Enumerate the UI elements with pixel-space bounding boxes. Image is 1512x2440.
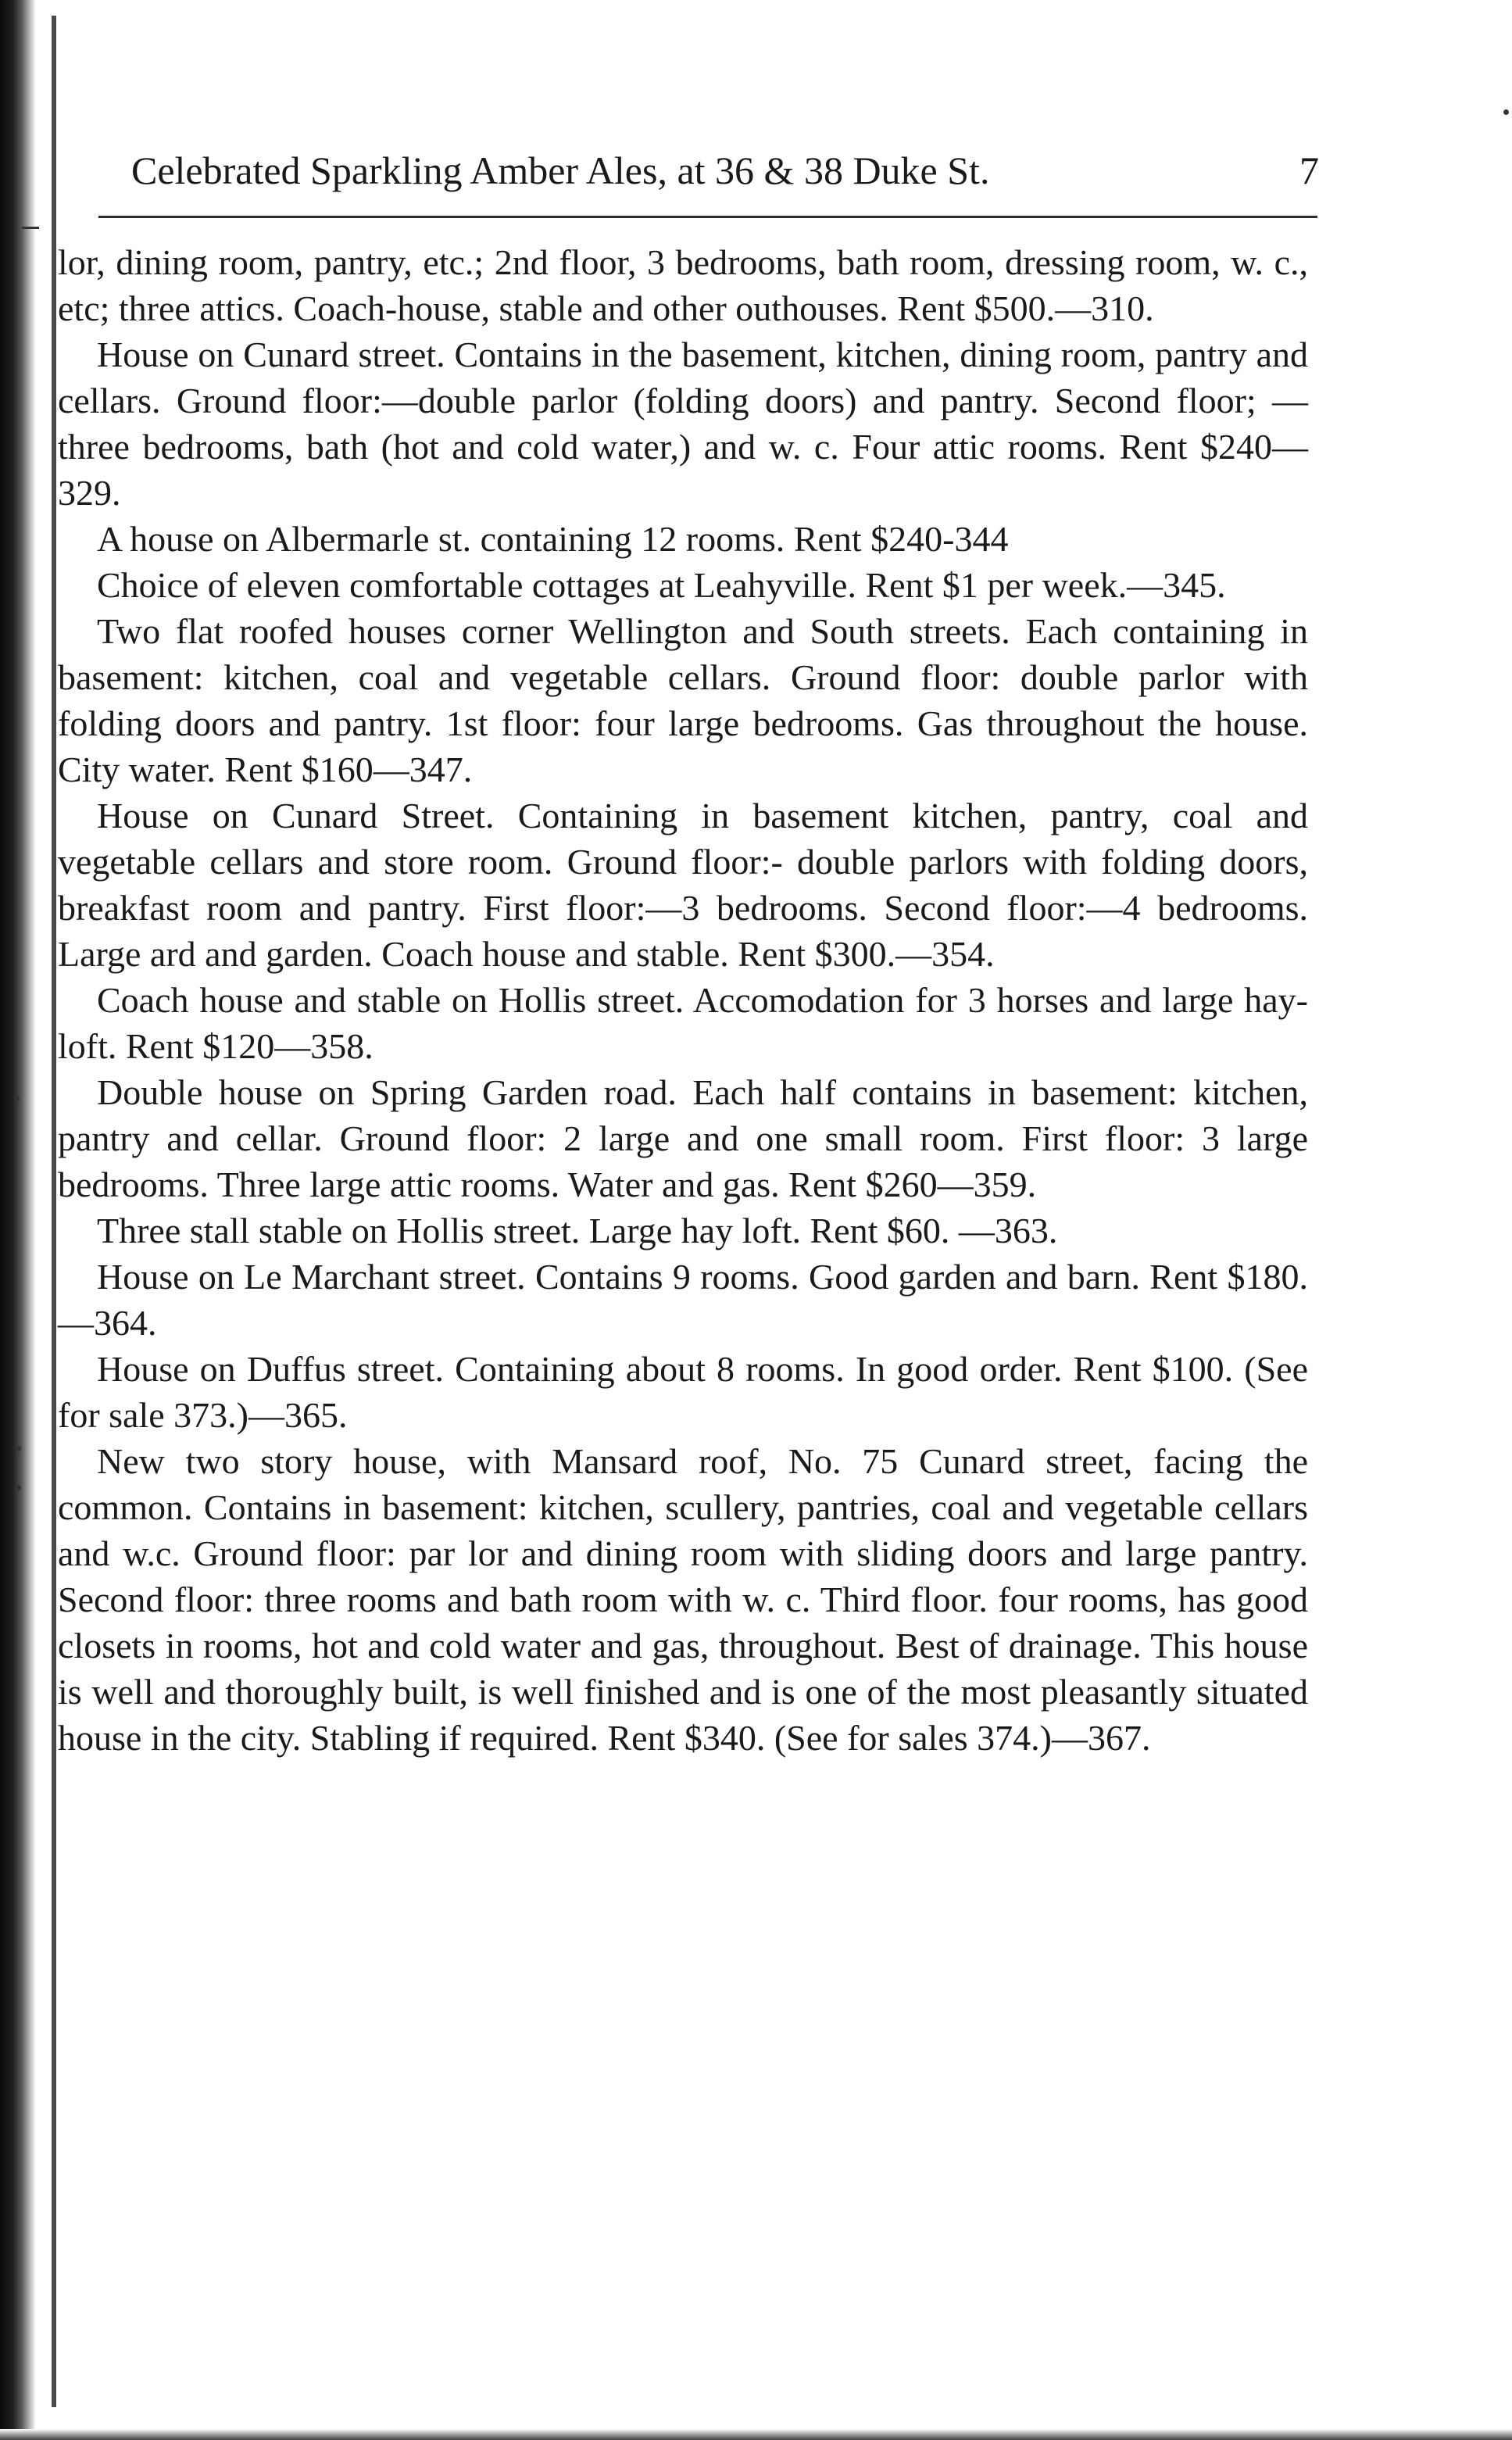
listing-entry: Choice of eleven comfortable cottages at Leahyville. Rent $1 per week.—345. [97,565,1226,605]
binding-line [52,16,56,2407]
margin-mark [14,1096,20,1101]
page-number: 7 [1299,148,1319,192]
listing-entry: Double house on Spring Garden road. Each half contains in basement: kitchen, pantry and cellar. Ground floor: 2 large and one small room. First floor: 3 large bedrooms. Three large attic rooms. Water and gas. Rent $260—359. [58,1072,1308,1204]
margin-mark [16,1485,21,1490]
listing-entry: Three stall stable on Hollis street. Large hay loft. Rent $60. —363. [97,1211,1058,1250]
listing-entry: Coach house and stable on Hollis street. Accomodation for 3 horses and large hay-loft. Rent $120—358. [58,980,1308,1066]
binding-edge [0,0,36,2440]
listing-entry: House on Cunard Street. Containing in basement kitchen, pantry, coal and vegetable cellars and store room. Ground floor:- double parlors with folding doors, breakfast room and pantry. First floor:—3 bedrooms. Second floor:—4 bedrooms. Large ard and garden. Coach house and stable. Rent $300.—354. [58,796,1308,974]
listing-entry: House on Le Marchant street. Contains 9 rooms. Good garden and barn. Rent $180.—364. [58,1257,1308,1343]
margin-mark [16,1446,21,1451]
listings-text [58,239,1308,1761]
margin-mark [1503,109,1509,115]
margin-mark [22,227,39,229]
listing-entry: Two flat roofed houses corner Wellington and South streets. Each containing in basement: kitchen, coal and vegetable cellars. Ground floor: double parlor with folding doors and pantry. 1st floor: four large bedrooms. Gas throughout the house. City water. Rent $160—347. [58,611,1308,789]
running-head-title: Celebrated Sparkling Amber Ales, at 36 & 38 Duke St. [131,148,990,192]
running-head [131,139,1319,202]
listing-entry: House on Cunard street. Contains in the basement, kitchen, dining room, pantry and cellars. Ground floor:—double parlor (folding doors) and pantry. Second floor; —three bedrooms, bath (hot and cold water,) and w. c. Four attic rooms. Rent $240—329. [58,335,1308,513]
header-rule [98,216,1317,218]
listing-entry: House on Duffus street. Containing about 8 rooms. In good order. Rent $100. (See for sale 373.)—365. [58,1349,1308,1435]
listing-entry: New two story house, with Mansard roof, No. 75 Cunard street, facing the common. Contains in basement: kitchen, scullery, pantries, coal and vegetable cellars and w.c. Ground floor: par lor and dining room with sliding doors and large pantry. Second floor: three rooms and bath room with w. c. Third floor. four rooms, has good closets in rooms, hot and cold water and gas, throughout. Best of drainage. This house is well and thoroughly built, is well finished and is one of the most pleasantly situated house in the city. Stabling if required. Rent $340. (See for sales 374.)—367. [58,1441,1308,1758]
listing-entry: A house on Albermarle st. containing 12 rooms. Rent $240-344 [97,519,1009,559]
bottom-edge [0,2429,1512,2440]
listing-entry: lor, dining room, pantry, etc.; 2nd floor, 3 bedrooms, bath room, dressing room, w. c., etc; three attics. Coach-house, stable and other outhouses. Rent $500.—310. [58,242,1308,328]
